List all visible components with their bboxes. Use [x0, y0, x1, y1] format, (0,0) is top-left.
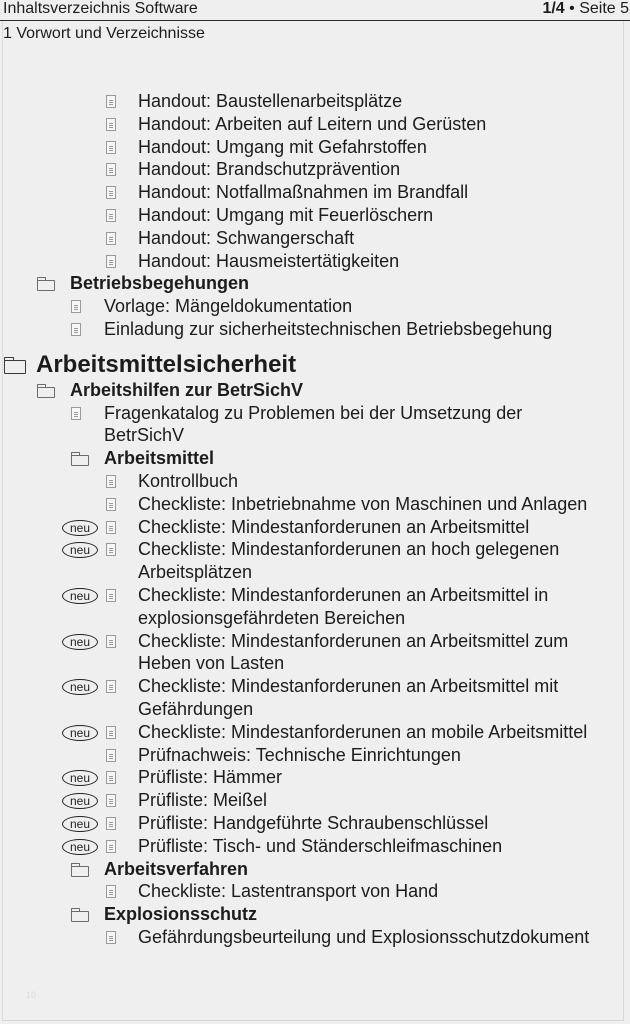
toc-item-label: Vorlage: Mängeldokumentation [104, 296, 353, 317]
toc-item-label: Handout: Arbeiten auf Leitern und Gerüsten [138, 113, 487, 134]
document-icon [106, 186, 116, 199]
toc-item-label: Einladung zur sicherheitstechnischen Betriebsbegehung [104, 319, 553, 339]
document-icon [106, 840, 116, 853]
toc-item-label: Handout: Umgang mit Feuerlöschern [138, 205, 434, 225]
document-icon [106, 885, 116, 898]
toc-item-label: Handout: Umgang mit Gefahrstoffen [138, 136, 427, 157]
toc-item-label: Checkliste: Mindestanforderunen an Arbeitsmittel in [138, 585, 549, 605]
toc-item-label: Prüfliste: Hämmer [138, 767, 283, 788]
document-icon [106, 817, 116, 830]
document-icon [71, 300, 81, 313]
document-icon [106, 589, 116, 602]
toc-item-label: Handout: Hausmeistertätigkeiten [138, 250, 400, 271]
toc-item-label: Prüfnachweis: Technische Einrichtungen [138, 744, 461, 765]
new-badge: neu [62, 839, 98, 855]
new-badge: neu [62, 634, 98, 650]
toc-item-label: Checkliste: Mindestanforderunen an mobile Arbeitsmittel [138, 721, 588, 742]
toc-item-label: Checkliste: Mindestanforderunen an Arbeitsmittel [138, 516, 530, 537]
document-icon [106, 749, 116, 762]
document-icon [106, 680, 116, 693]
new-badge: neu [62, 793, 98, 809]
pager-separator: • [564, 0, 580, 17]
new-badge: neu [62, 816, 98, 832]
document-icon [71, 407, 81, 420]
toc-item-label: Explosionsschutz [104, 904, 258, 925]
folder-icon [71, 911, 89, 922]
chapter-heading: 1 Vorwort und Verzeichnisse [3, 25, 205, 42]
new-badge: neu [62, 725, 98, 741]
toc-item-label: Prüfliste: Handgeführte Schraubenschlüssel [138, 813, 489, 833]
footer-mark: 10 [26, 990, 37, 1000]
document-icon [106, 475, 116, 488]
folder-icon [37, 280, 55, 291]
toc-item-label: Handout: Schwangerschaft [138, 227, 355, 248]
page-indicator [542, 0, 629, 18]
toc-item-label: Handout: Brandschutzprävention [138, 159, 401, 180]
document-icon [106, 794, 116, 807]
toc-item-label: Arbeitsmittel [104, 448, 215, 469]
toc-item-label: Checkliste: Mindestanforderunen an Arbeitsmittel zum [138, 630, 569, 651]
toc-item-label: Betriebsbegehungen [70, 273, 250, 294]
document-icon [106, 95, 116, 108]
toc-item-label: Arbeitsmittelsicherheit [36, 350, 297, 378]
new-badge: neu [62, 588, 98, 604]
toc-item-label-continued: explosionsgefährdeten Bereichen [138, 607, 406, 628]
folder-icon [4, 360, 26, 374]
toc-item-label: Checkliste: Mindestanforderunen an Arbeitsmittel mit [138, 676, 559, 697]
page-number: Seite 5 [579, 0, 629, 17]
toc-item-label-continued: Gefährdungen [138, 698, 254, 719]
document-icon [106, 498, 116, 511]
toc-item-label-continued: Heben von Lasten [138, 653, 285, 674]
document-icon [106, 232, 116, 245]
new-badge: neu [62, 679, 98, 695]
new-badge: neu [62, 542, 98, 558]
new-badge: neu [62, 770, 98, 786]
document-icon [106, 163, 116, 176]
new-badge: neu [62, 520, 98, 536]
document-icon [106, 771, 116, 784]
document-icon [106, 521, 116, 534]
toc-item-label: Checkliste: Lastentransport von Hand [138, 881, 439, 902]
toc-item-label: Checkliste: Inbetriebnahme von Maschinen und Anlagen [138, 493, 588, 514]
page-header [0, 0, 630, 21]
toc-item-label: Kontrollbuch [138, 471, 239, 491]
document-icon [106, 543, 116, 556]
document-icon [106, 255, 116, 268]
toc-item-label: Handout: Notfallmaßnahmen im Brandfall [138, 182, 469, 203]
document-icon [106, 726, 116, 739]
toc-item-label: Gefährdungsbeurteilung und Explosionsschutzdokument [138, 927, 590, 947]
folder-icon [71, 455, 89, 466]
toc-item-label: Prüfliste: Tisch- und Ständerschleifmaschinen [138, 835, 503, 856]
toc-item-label-continued: Arbeitsplätzen [138, 562, 253, 583]
document-icon [106, 118, 116, 131]
toc-item-label: Arbeitshilfen zur BetrSichV [70, 379, 304, 400]
toc-item-label: Fragenkatalog zu Problemen bei der Umsetzung der [104, 402, 523, 423]
toc-item-label: Prüfliste: Meißel [138, 790, 268, 811]
folder-icon [71, 866, 89, 877]
document-icon [106, 141, 116, 154]
document-icon [71, 323, 81, 336]
toc-item-label: Checkliste: Mindestanforderunen an hoch gelegenen [138, 539, 560, 560]
toc-item-label: Handout: Baustellenarbeitsplätze [138, 91, 403, 111]
toc-item-label-continued: BetrSichV [104, 425, 185, 446]
folder-icon [37, 387, 55, 398]
part-number: 1/4 [542, 0, 565, 17]
document-icon [106, 635, 116, 648]
document-icon [106, 931, 116, 944]
document-icon [106, 209, 116, 222]
document-title: Inhaltsverzeichnis Software [3, 0, 198, 17]
toc-item-label: Arbeitsverfahren [104, 858, 249, 879]
